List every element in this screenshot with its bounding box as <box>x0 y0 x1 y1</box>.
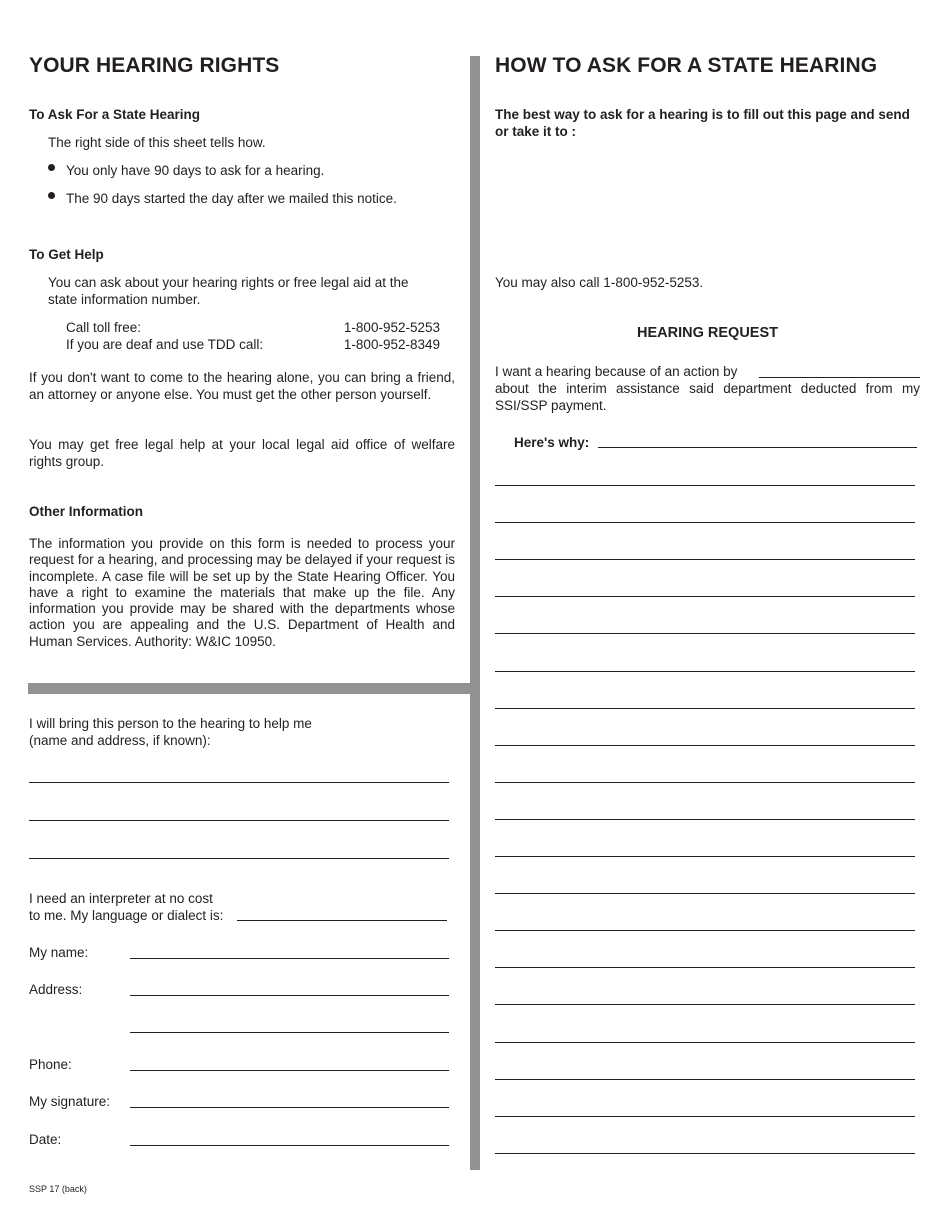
address-input[interactable] <box>130 995 449 996</box>
helper-input-line[interactable] <box>29 820 449 821</box>
request-text-start: I want a hearing because of an action by <box>495 364 738 379</box>
signature-label: My signature: <box>29 1094 111 1109</box>
phone-row <box>66 319 440 336</box>
form-id-footer: SSP 17 (back) <box>29 1184 87 1194</box>
why-continuation-line[interactable] <box>495 708 915 709</box>
right-title: HOW TO ASK FOR A STATE HEARING <box>495 54 878 77</box>
help-para-1: If you don't want to come to the hearing alone, you can bring a friend, an attorney or anyone else. You must get the other person yourself. <box>29 370 455 402</box>
ask-heading: To Ask For a State Hearing <box>29 107 201 122</box>
why-continuation-line[interactable] <box>495 819 915 820</box>
horizontal-divider <box>28 683 470 694</box>
why-continuation-line[interactable] <box>495 745 915 746</box>
why-continuation-line[interactable] <box>495 782 915 783</box>
other-text: The information you provide on this form is needed to process your request for a hearing, and processing may be delayed if your request is incomplete. A case file will be set up by the State Hearing Officer. You have a right to examine the materials that make up the file. Any information you provide may be shared with the departments whose action you are appealing and the U.S. Department of Health and Human Services. Authority: W&IC 10950. <box>29 536 455 649</box>
why-continuation-line[interactable] <box>495 893 915 894</box>
why-continuation-line[interactable] <box>495 856 915 857</box>
phone-label: If you are deaf and use TDD call: <box>66 337 264 352</box>
why-continuation-line[interactable] <box>495 1042 915 1043</box>
bring-line-1: I will bring this person to the hearing to help me <box>29 716 312 731</box>
signature-input[interactable] <box>130 1107 449 1108</box>
send-instructions: The best way to ask for a hearing is to fill out this page and send or take it to : <box>495 107 910 139</box>
why-continuation-line[interactable] <box>495 967 915 968</box>
phone-list <box>66 319 440 353</box>
interpreter-line-1: I need an interpreter at no cost <box>29 891 213 906</box>
why-continuation-line[interactable] <box>495 930 915 931</box>
left-title: YOUR HEARING RIGHTS <box>29 54 280 77</box>
help-intro: You can ask about your hearing rights or free legal aid at the state information number. <box>48 275 409 307</box>
why-continuation-line[interactable] <box>495 671 915 672</box>
why-continuation-line[interactable] <box>495 1079 915 1080</box>
help-heading: To Get Help <box>29 247 104 262</box>
bullet-icon <box>48 164 55 171</box>
bring-line-2: (name and address, if known): <box>29 733 211 748</box>
why-continuation-line[interactable] <box>495 1004 915 1005</box>
why-continuation-line[interactable] <box>495 1153 915 1154</box>
why-label: Here's why: <box>514 435 590 450</box>
address-input-line-2[interactable] <box>130 1032 449 1033</box>
phone-input[interactable] <box>130 1070 449 1071</box>
why-continuation-line[interactable] <box>495 485 915 486</box>
action-by-input[interactable] <box>759 377 920 378</box>
ask-intro: The right side of this sheet tells how. <box>48 135 266 150</box>
why-continuation-line[interactable] <box>495 1116 915 1117</box>
date-label: Date: <box>29 1132 62 1147</box>
address-label: Address: <box>29 982 83 997</box>
help-para-2: You may get free legal help at your local legal aid office of welfare rights group. <box>29 437 455 469</box>
helper-input-line[interactable] <box>29 782 449 783</box>
phone-label: Call toll free: <box>66 320 142 335</box>
why-continuation-line[interactable] <box>495 522 915 523</box>
vertical-divider <box>470 56 480 1170</box>
date-input[interactable] <box>130 1145 449 1146</box>
hearing-request-heading: HEARING REQUEST <box>637 325 778 341</box>
phone-number: 1-800-952-8349 <box>343 337 440 352</box>
helper-input-line[interactable] <box>29 858 449 859</box>
ask-bullet-1: You only have 90 days to ask for a hearing. <box>66 163 325 178</box>
phone-number: 1-800-952-5253 <box>343 320 440 335</box>
phone-row <box>66 336 440 353</box>
other-heading: Other Information <box>29 504 143 519</box>
phone-label: Phone: <box>29 1057 72 1072</box>
request-text-end: about the interim assistance said department deducted from my SSI/SSP payment. <box>495 381 920 413</box>
language-input[interactable] <box>237 920 447 921</box>
why-input[interactable] <box>598 447 917 448</box>
bullet-icon <box>48 192 55 199</box>
ask-bullet-2: The 90 days started the day after we mailed this notice. <box>66 191 397 206</box>
name-label: My name: <box>29 945 89 960</box>
name-input[interactable] <box>130 958 449 959</box>
interpreter-line-2: to me. My language or dialect is: <box>29 908 224 923</box>
why-continuation-line[interactable] <box>495 596 915 597</box>
call-number-text: You may also call 1-800-952-5253. <box>495 275 704 290</box>
why-continuation-line[interactable] <box>495 559 915 560</box>
why-continuation-line[interactable] <box>495 633 915 634</box>
